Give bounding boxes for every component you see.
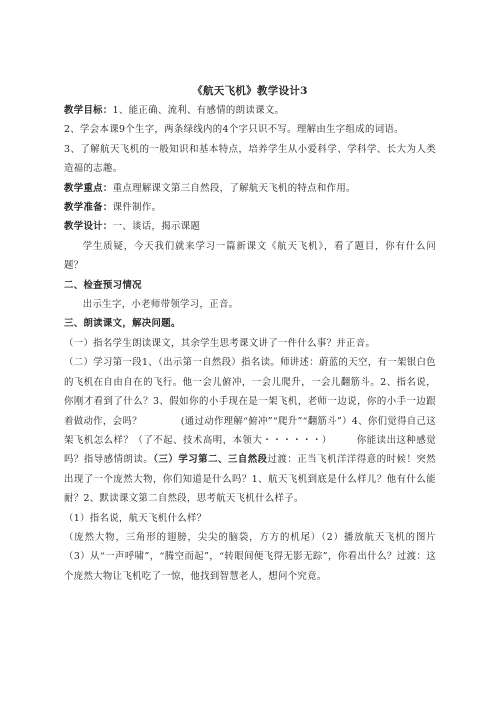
document-page xyxy=(64,84,436,586)
section-2-heading: 二、检查预习情况 xyxy=(64,279,142,291)
section-3-paragraph-3: （1）指名说，航天飞机什么样？ xyxy=(64,512,207,524)
goal-2: 2、学会本课9个生字，两条绿线内的4个字只识不写。理解由生字组成的词语。 xyxy=(64,124,404,136)
document-title: 《航天飞机》教学设计3 xyxy=(192,85,308,97)
goal-1: 1、能正确、流利、有感情的朗读课文。 xyxy=(112,105,285,116)
design-text: 一、谈话，揭示课题 xyxy=(112,221,201,233)
intro-paragraph: 学生质疑，今天我们就来学习一篇新课文《航天飞机》，看了题目，你有什么问题？ xyxy=(64,240,436,272)
design-label: 教学设计： xyxy=(64,221,113,233)
prep-label: 教学准备： xyxy=(64,202,113,214)
key-text: 重点理解课文第三自然段，了解航天飞机的特点和作用。 xyxy=(112,182,356,194)
section-3-paragraph-4: （庞然大物，三角形的翅膀，尖尖的脑袋，方方的机尾）（2）播放航天飞机的图片（3）从“一声呼啸”，“腾空而起”，“转眼间便飞得无影无踪”，你看出什么？过渡：这个庞然大物让飞机吃了一惊，他找到智慧老人，想问个究竟。 xyxy=(64,531,436,582)
goal-3: 3、了解航天飞机的一般知识和基本特点，培养学生从小爱科学、学科学、长大为人类造福的志趣。 xyxy=(64,143,436,175)
section-3-paragraph-1: （一）指名学生朗读课文，其余学生思考课文讲了一件什么事？并正音。 xyxy=(64,337,376,349)
section-3-part-c: 过渡：正当飞机洋洋得意的时候！突然出现了一个庞然大物，你们知道是什么吗？1、航天飞机到底是什么样儿？他有什么能耐？2、默读课文第二自然段，思考航天飞机什么样子。 xyxy=(64,454,437,505)
goal-label: 教学目标： xyxy=(64,105,113,116)
section-2-text: 出示生字，小老师带领学习，正音。 xyxy=(82,299,239,311)
key-label: 教学重点： xyxy=(64,182,113,194)
teaching-key-points xyxy=(64,179,436,198)
prep-text: 课件制作。 xyxy=(112,202,162,214)
section-3-part-a: （二）学习第一段1、（出示第一自然段）指名读。师讲述：蔚蓝的天空，有一架银白色的飞机在自由自在的飞行。他一会儿俯冲，一会儿爬升，一会儿翻筋斗。2、指名说，你刚才看到了什么？3、假如你的小手现在是一架飞机，老师一边说，你的小手一边跟着做动作，会吗？ (通过动作理解“俯冲”“爬升”“翻筋斗”）4、你们觉得自己这架飞机怎么样？（了不起、技术高明，本领大・・・・・・） 你能读出这种感觉吗？指导感情朗读。 xyxy=(64,357,436,466)
teaching-goals xyxy=(64,101,436,120)
teaching-design xyxy=(64,217,436,236)
section-3-subheading: （三）学习第二、三自然段 xyxy=(153,454,268,466)
teaching-preparation xyxy=(64,198,436,217)
section-3-paragraph-2 xyxy=(64,353,436,508)
section-3-heading: 三、朗读课文，解决问题。 xyxy=(64,318,181,330)
